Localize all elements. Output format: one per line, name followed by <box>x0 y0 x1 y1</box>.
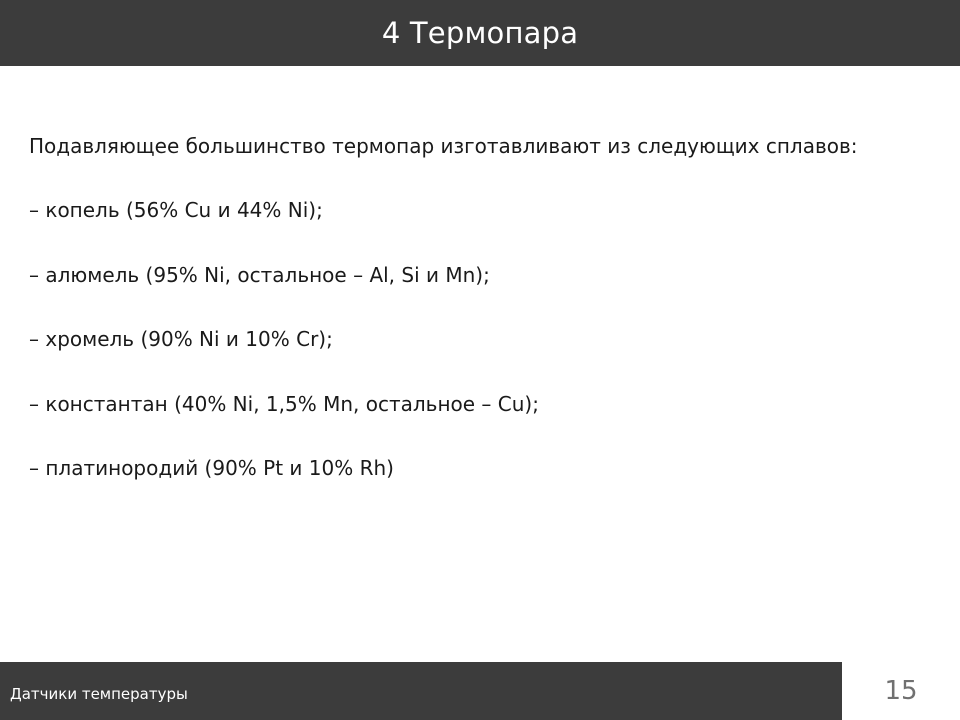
header-bar <box>0 0 960 66</box>
list-item-platinum-rhodium: – платинородий (90% Pt и 10% Rh) <box>29 456 394 480</box>
footer-bar <box>0 662 842 720</box>
list-item-constantan: – константан (40% Ni, 1,5% Mn, остальное – Cu); <box>29 391 539 416</box>
slide-content <box>29 130 929 517</box>
page-title: 4 Термопара <box>381 16 579 50</box>
intro-text: Подавляющее большинство термопар изготавливают из следующих сплавов: <box>29 134 858 158</box>
footer-text: Датчики температуры <box>10 685 188 703</box>
page-number: 15 <box>884 676 918 706</box>
list-item-alumel: – алюмель (95% Ni, остальное – Al, Si и Mn); <box>29 262 490 287</box>
alloy-list <box>29 194 929 484</box>
list-item-chromel: – хромель (90% Ni и 10% Cr); <box>29 327 333 351</box>
list-item-kopel: – копель (56% Cu и 44% Ni); <box>29 198 323 222</box>
